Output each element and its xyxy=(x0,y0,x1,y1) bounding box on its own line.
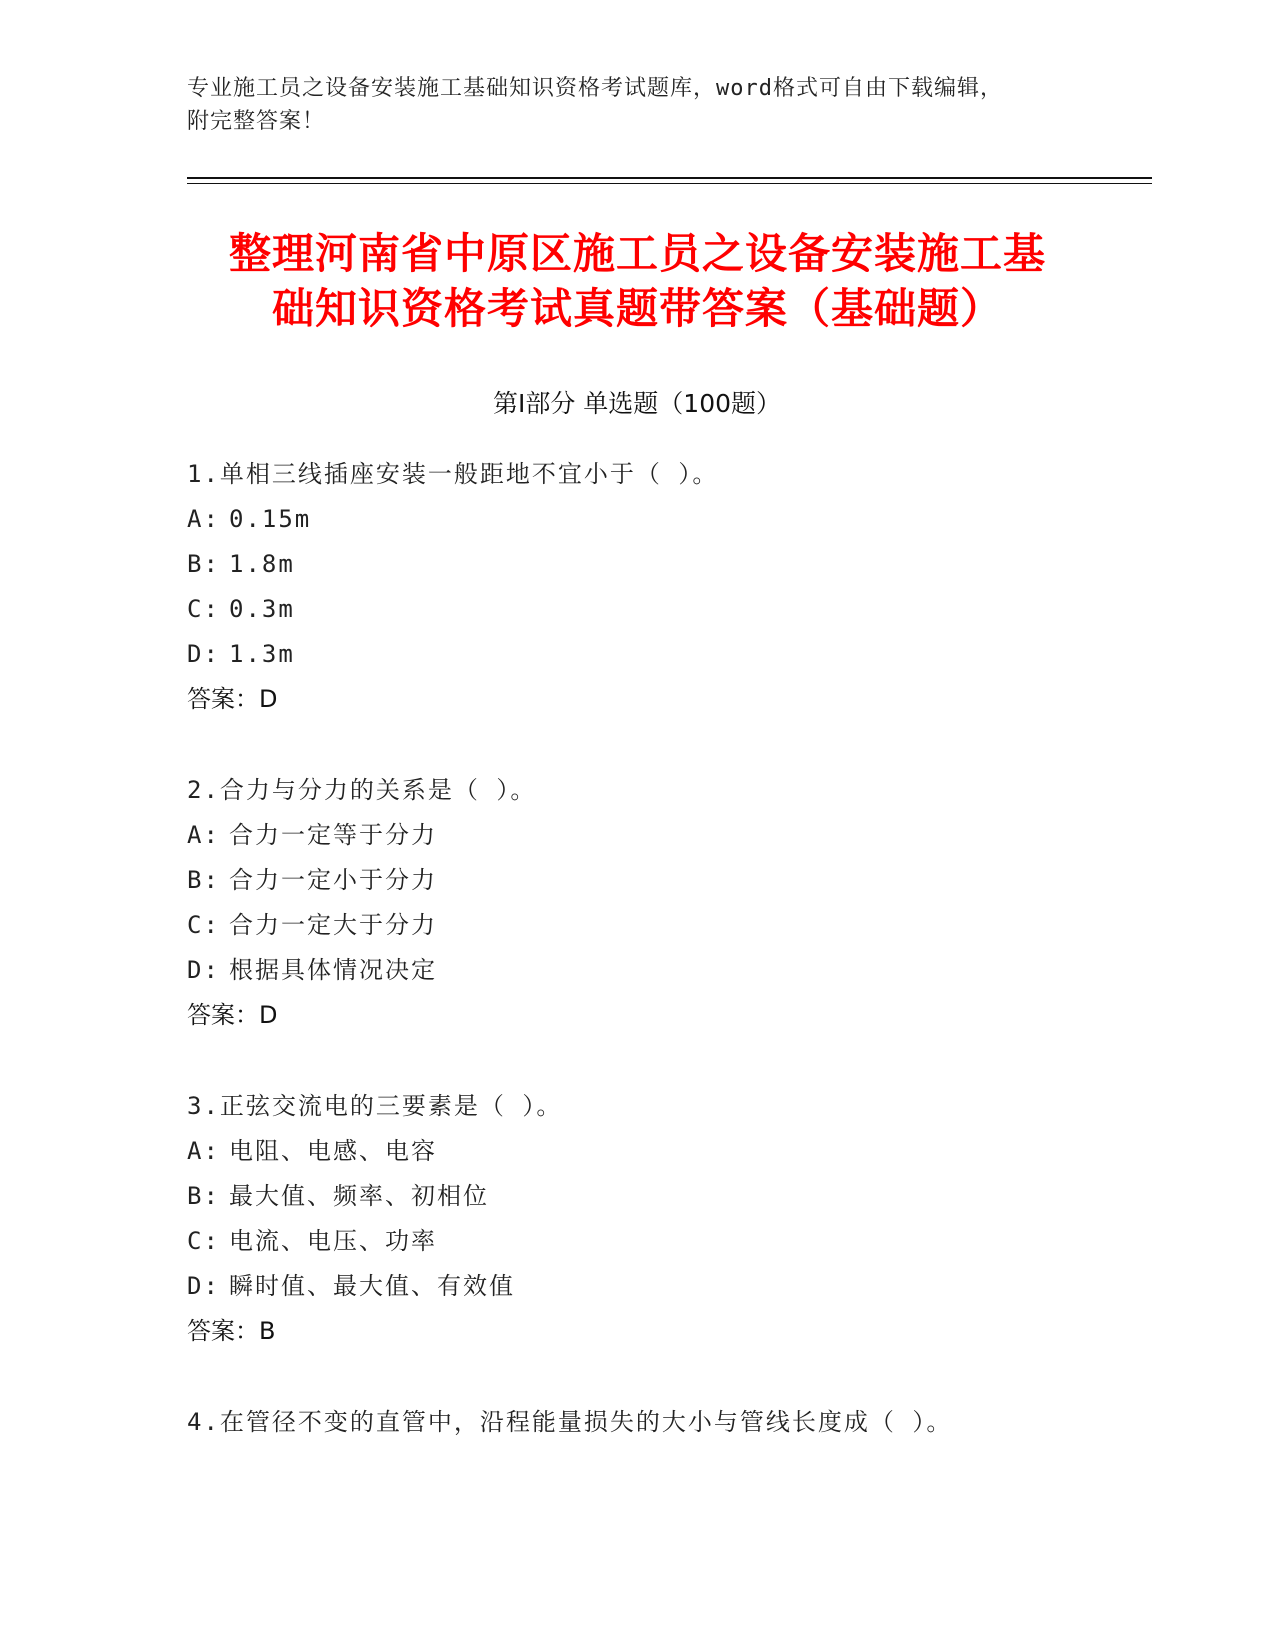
option-a xyxy=(187,1129,1147,1174)
document-title-line-1: 整理河南省中原区施工员之设备安装施工基 xyxy=(228,229,1046,278)
answer-label: 答案： xyxy=(187,1317,259,1345)
option-a xyxy=(187,497,1147,542)
option-key: A: xyxy=(187,505,220,533)
option-key: B: xyxy=(187,550,220,578)
option-key: B: xyxy=(187,866,220,894)
option-c xyxy=(187,1219,1147,1264)
section-title: 第Ⅰ部分 单选题（100题） xyxy=(492,389,782,418)
option-key: C: xyxy=(187,595,220,623)
answer-value: D xyxy=(259,685,278,713)
answer-value: D xyxy=(259,1001,278,1029)
option-b xyxy=(187,1174,1147,1219)
option-key: D: xyxy=(187,956,220,984)
option-b xyxy=(187,858,1147,903)
option-text: 合力一定大于分力 xyxy=(229,911,437,939)
answer-label: 答案： xyxy=(187,1001,259,1029)
document-title xyxy=(190,226,1085,336)
option-key: D: xyxy=(187,1272,220,1300)
document-title-line-2: 础知识资格考试真题带答案（基础题） xyxy=(271,284,1003,333)
option-text: 根据具体情况决定 xyxy=(229,956,437,984)
option-d xyxy=(187,948,1147,993)
question-stem: 3.正弦交流电的三要素是（ ）。 xyxy=(187,1092,563,1120)
question-stem: 4.在管径不变的直管中，沿程能量损失的大小与管线长度成（ ）。 xyxy=(187,1408,953,1436)
question-stem: 1.单相三线插座安装一般距地不宜小于（ ）。 xyxy=(187,460,719,488)
option-key: A: xyxy=(187,1137,220,1165)
question-3 xyxy=(187,1084,1147,1354)
question-1 xyxy=(187,452,1147,722)
option-text: 0.15m xyxy=(229,505,312,533)
option-text: 电流、电压、功率 xyxy=(229,1227,437,1255)
option-key: B: xyxy=(187,1182,220,1210)
answer-value: B xyxy=(259,1317,276,1345)
option-a xyxy=(187,813,1147,858)
option-c xyxy=(187,587,1147,632)
question-4 xyxy=(187,1400,1147,1445)
answer-line xyxy=(187,993,1147,1038)
header-note-line-1: 专业施工员之设备安装施工基础知识资格考试题库，word格式可自由下载编辑， xyxy=(187,76,1003,101)
answer-label: 答案： xyxy=(187,685,259,713)
header-divider-bottom xyxy=(187,183,1152,184)
option-text: 0.3m xyxy=(229,595,295,623)
option-d xyxy=(187,1264,1147,1309)
option-text: 瞬时值、最大值、有效值 xyxy=(229,1272,515,1300)
option-text: 最大值、频率、初相位 xyxy=(229,1182,489,1210)
option-key: A: xyxy=(187,821,220,849)
option-key: C: xyxy=(187,911,220,939)
option-c xyxy=(187,903,1147,948)
header-note-line-2: 附完整答案！ xyxy=(187,109,326,134)
question-stem: 2.合力与分力的关系是（ ）。 xyxy=(187,776,537,804)
option-b xyxy=(187,542,1147,587)
option-text: 1.3m xyxy=(229,640,295,668)
option-text: 1.8m xyxy=(229,550,295,578)
option-d xyxy=(187,632,1147,677)
option-key: D: xyxy=(187,640,220,668)
answer-line xyxy=(187,1309,1147,1354)
option-text: 电阻、电感、电容 xyxy=(229,1137,437,1165)
option-text: 合力一定小于分力 xyxy=(229,866,437,894)
header-divider-top xyxy=(187,177,1152,179)
option-key: C: xyxy=(187,1227,220,1255)
option-text: 合力一定等于分力 xyxy=(229,821,437,849)
answer-line xyxy=(187,677,1147,722)
question-2 xyxy=(187,768,1147,1038)
header-note xyxy=(187,72,1087,138)
